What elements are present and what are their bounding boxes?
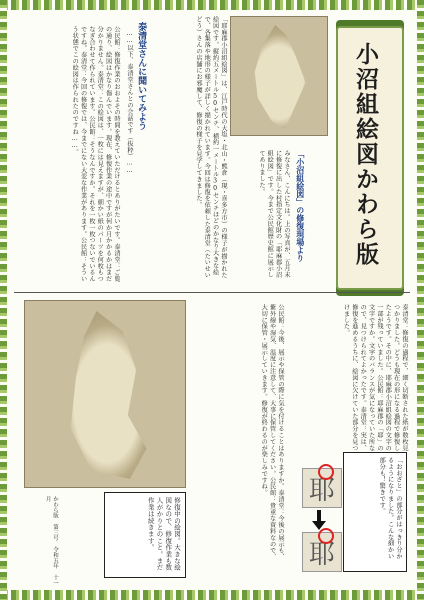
section-intro-repair-site: みなさん、こんにちは。上の写真が、五月末に修復に出した村指定文化財の「耶麻郡小沼組絵図」です。今まで公民館歴史館に展示してありました。: [257, 150, 290, 278]
circle-marker-after: [318, 528, 334, 544]
vine-border-right: [417, 0, 424, 600]
section-heading-interview: 泰清堂さんに聞いてみよう: [136, 22, 147, 130]
page-title: 小沼組絵図かわら版: [352, 42, 380, 267]
map-photo-top: [230, 16, 328, 136]
note-text: 修復中の絵図。大きな絵図なので、修復作業も数人がかりとのこと。まだ作業は続きます。: [146, 497, 181, 571]
bubble-caption-text: 「おおざと」の部分がはっきり分かるようになりました。こんな細かい部分も！驚きです。: [378, 457, 402, 560]
kanji-after: 耶: [308, 539, 335, 570]
bubble-caption: [343, 452, 407, 572]
interview-body: 公民館：修復作業のおおよその時間を教えていただけるとありがたいです。泰清堂：ご覧の通り、絵図はかなり傷んでいます。現在、修復作業の途中ですが何か月かかるかはまだ分かりません。泰清堂：この絵図は、一枚には見えますが、細かい紙のパーツを何枚もつなぎ合わせて作られています。公民館：そうなんですか。それを一枚一枚つないでいるんですね。泰清堂：今回の修復では、今までにない大変な作業があります。公民館：そういう状態でこの絵図は作られたのですね……。: [71, 26, 120, 282]
section-heading-repair-site: 「小沼組絵図」の修復現場より: [295, 150, 306, 262]
map-illustration: [55, 311, 159, 479]
vine-border-left: [0, 0, 7, 600]
kanji-before: 耶: [308, 475, 335, 506]
section-divider: [14, 292, 410, 293]
footer-issue: かわら版 第三号 令和五年 十一月: [44, 496, 58, 586]
article-repair-site-body: 「耶麻郡小沼組絵図」は、江戸時代の大塩・北山・熊倉（現・喜多方市）の様子が描かれた絵図です。縦約五メートル50センチ、横約一メートル30センチほどのかなり大きな絵で、各集落や地形の様子が詳しく描かれています。今回は修復を依頼した泰清堂（たいせいどう）さんの店舗にお邪魔して、修復の様子を見学してきました。: [194, 16, 227, 279]
closing-body: 公民館：今後、展示や保管の際に気を付けることはありますか。泰清堂：今後の展示も、紫外線や湿気、温度に注意して、大事に保管してください。公民館：貴重な資料なので、大切に保管・展示していきます。修復が終わるのが楽しみですね。: [260, 304, 284, 560]
vine-border-bottom: [0, 590, 424, 600]
title-scroll: [336, 26, 404, 290]
circle-marker-before: [318, 464, 334, 480]
repair-photo-bottom: [24, 300, 186, 488]
vine-border-top: [0, 0, 424, 10]
map-illustration: [241, 25, 317, 129]
note-box: [104, 492, 186, 578]
interview-subheading: ……以下、泰清堂さんとの会話です（抜粋）……: [126, 30, 133, 174]
discovery-body: 泰清堂：修復の過程で、細く切断された紙が数枚見つかりました。どうも現在の形になる過程で修復したようです。その中に、耶麻郡小沼組絵図の文字の一部が残っていました。公民館：耶麻郡の「耶」の文字ですか。文字のバランスが気になっていた所なので、見つけられてよかったです。泰清堂：実は、修復を進めるうちに、絵図に欠けていた部分を見つけました。: [342, 304, 408, 452]
